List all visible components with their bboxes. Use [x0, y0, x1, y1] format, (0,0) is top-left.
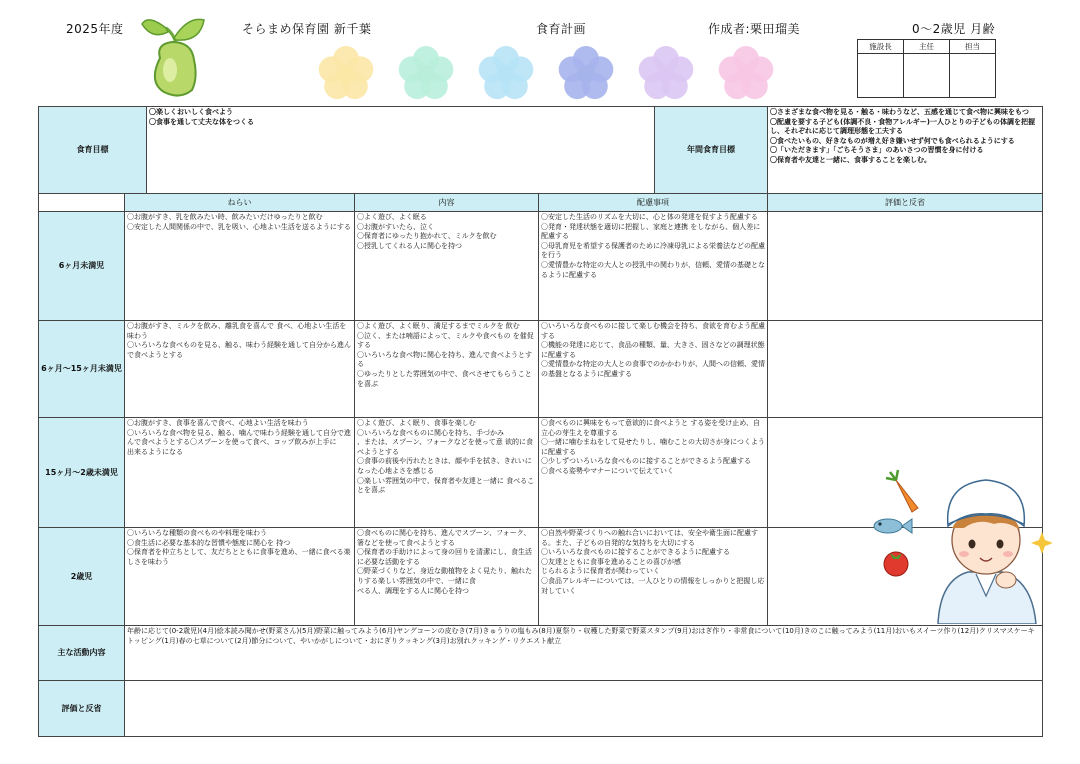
aim-line: 〇いろいろな食べものを見る、触る、味わう経験を通して自分から進んで食べようとする — [127, 341, 351, 359]
signoff-table — [857, 39, 996, 98]
column-header-content: 内容 — [355, 194, 539, 212]
flower-icon — [719, 46, 774, 99]
evaluation-cell[interactable] — [768, 321, 1043, 418]
content-line: 〇泣く、または喃語によって、ミルクや食べもの を催促する — [357, 331, 534, 350]
column-header-care: 配慮事項 — [539, 194, 768, 212]
signoff-label-staff: 担当 — [950, 40, 996, 54]
content-line: べる人、調理をする人に関心を持つ — [357, 586, 469, 595]
content-line: 〇楽しい雰囲気の中で、保育者や友達と一緒に 食べることを喜ぶ — [357, 476, 535, 495]
care-line: 〇自然や野菜づくりへの触れ合いにおいては、安全や衛生面に配慮する。また、子どもの自発的な気持ちを大切にする — [541, 529, 758, 547]
care-line: 〇いろいろな食べものに接することができるように配慮する — [541, 548, 730, 557]
stamp-box-staff[interactable] — [950, 54, 996, 98]
chef-girl-illustration — [856, 462, 1052, 624]
aim-line: 〇食生活に必要な基本的な習慣や態度に関心を 持つ — [127, 538, 291, 547]
flower-icon — [639, 46, 694, 99]
care-line: 〇愛情豊かな特定の大人との食事でのかかわりが、人間への信頼、愛情の基盤となるように配慮する — [541, 360, 765, 378]
aim-line: 〇安定した人間関係の中で、乳を吸い、心地よい生活を送るようにする — [127, 222, 351, 231]
care-cell[interactable] — [539, 528, 768, 626]
aim-line: 〇いろいろな種類の食べものや料理を味わう — [127, 529, 267, 537]
annual-goal-line: 〇「いただきます」「ごちそうさま」のあいさつの習慣を身に付ける — [770, 146, 984, 155]
nursery-name: そらまめ保育園 新千葉 — [242, 22, 372, 36]
care-line: 〇食品アレルギーについては、一人ひとりの情報をしっかりと把握し応対していく — [541, 576, 765, 595]
aim-cell[interactable] — [125, 528, 355, 626]
content-line: 〇よく遊び、よく眠る — [357, 213, 427, 221]
row-label-under-6m: 6ヶ月未満児 — [39, 212, 125, 321]
content-line: 〇よく遊び、よく眠り、食事を楽しむ — [357, 419, 476, 427]
care-cell[interactable] — [539, 418, 768, 528]
stamp-box-director[interactable] — [858, 54, 904, 98]
goal-line: 〇食事を通して丈夫な体をつくる — [149, 117, 254, 126]
food-education-plan-table — [38, 106, 1043, 737]
bean-sprout-icon — [138, 12, 214, 98]
content-line: 〇よく遊び、よく眠り、満足するまでミルクを 飲む — [357, 322, 520, 330]
content-line: 〇保育者の手助けによって身の回りを清潔にし、食生活に必要な活動をする — [357, 548, 532, 566]
food-goal-label: 食育目標 — [39, 107, 147, 194]
fish-icon — [874, 519, 912, 533]
row-label-2y: 2歳児 — [39, 528, 125, 626]
age-range: 0〜2歳児 月齢 — [912, 22, 996, 36]
content-cell[interactable] — [355, 528, 539, 626]
signoff-label-chief: 主任 — [904, 40, 950, 54]
content-cell[interactable] — [355, 418, 539, 528]
overall-evaluation-cell[interactable] — [125, 681, 1043, 737]
content-line: 〇食べものに関心を持ち、進んでスプーン、フォーク、箸などを使って食べようとする — [357, 529, 531, 547]
flower-row-decoration — [312, 42, 792, 106]
care-line: 〇発育・発達状態を適切に把握し、家庭と連携 をしながら、個人差に配慮する — [541, 222, 761, 241]
care-line: 〇友達とともに食事を進めることの喜びが感 — [541, 557, 681, 566]
care-line: 〇機能の発達に応じて、食品の種類、量、大きさ、固さなどの調理状態に配慮する — [541, 341, 765, 359]
content-line: 〇いろいろな食べ物に関心を持ち、進んで食べようとする — [357, 350, 532, 369]
aim-line: 〇いろいろな食べ物を見る、触る、噛んで味わう経験を通して自分で進んで食べようとする〇スプーンを使って食べ、コップ飲みが上手に — [127, 428, 351, 447]
annual-goal-text[interactable] — [768, 107, 1043, 194]
care-line: 〇食べものに興味をもって意欲的に食べようと する姿を受け止め、自立心の芽生えを尊重する — [541, 419, 760, 437]
annual-goal-label: 年間食育目標 — [655, 107, 768, 194]
content-cell[interactable] — [355, 212, 539, 321]
content-line: 〇保育者にゆったり抱かれて、ミルクを飲む — [357, 232, 497, 241]
row-label-15m-2y: 15ヶ月〜2歳未満児 — [39, 418, 125, 528]
care-line: 〇安定した生活のリズムを大切に、心と体の発達を促すよう配慮する — [541, 213, 758, 221]
author-name: 作成者:栗田瑠美 — [708, 22, 801, 36]
care-line: じられるように保育者が関わっていく — [541, 567, 660, 576]
care-line: 〇一緒に噛むまねをして見せたりし、噛むことの大切さが身につくように配慮する — [541, 438, 765, 456]
aim-line: 〇お腹がすき、食事を喜んで食べ、心地よい生活を味わう — [127, 419, 309, 427]
stamp-box-chief[interactable] — [904, 54, 950, 98]
annual-goal-line: 〇食べたいもの、好きなものが増え好き嫌いせず何でも食べられるようにする — [770, 136, 1015, 145]
flower-icon — [319, 46, 374, 99]
overall-evaluation-label: 評価と反省 — [39, 681, 125, 737]
fiscal-year: 2025年度 — [66, 22, 124, 36]
annual-goal-line: 〇配慮を要する子ども(体調不良・食物アレルギー)一人ひとりの子どもの体調を把握し、それぞれに応じて調理形態を工夫する — [770, 117, 1035, 136]
aim-cell[interactable] — [125, 321, 355, 418]
aim-line: 〇保育者を仲立ちとして、友だちとともに食事を進め、一緒に食べる楽しさを味わう — [127, 548, 351, 566]
care-cell[interactable] — [539, 321, 768, 418]
aim-line: 〇お腹がすき、ミルクを飲み、離乳食を喜んで 食べ、心地よい生活を味わう — [127, 322, 347, 340]
food-goal-text[interactable] — [147, 107, 655, 194]
column-header-evaluation: 評価と反省 — [768, 194, 1043, 212]
aim-cell[interactable] — [125, 418, 355, 528]
aim-line: 出来るようになる — [127, 447, 183, 456]
aim-line: 〇お腹がすき、乳を飲みたい時、飲みたいだけゆったりと飲む — [127, 213, 323, 221]
content-line: 〇野菜づくりなど、身近な動植物をよく見たり、触れたりする楽しい雰囲気の中で、一緒に食 — [357, 567, 532, 585]
tomato-icon — [884, 552, 908, 576]
evaluation-cell[interactable] — [768, 212, 1043, 321]
aim-cell[interactable] — [125, 212, 355, 321]
flower-icon — [399, 46, 454, 99]
activities-cell[interactable]: 年齢に応じて(0-2歳児)(4月)絵本読み聞かせ(野菜さん)(5月)野菜に触ってみよう(6月)ヤングコーンの皮むき(7月)きゅうりの塩もみ(8月)夏祭り・収穫した野菜で野菜スタンプ(9月)おはぎ作り・非常食について(10月)きのこに触ってみよう(11月)おいもスイーツ作り(12月)クリスマスケーキトッピング(1月)春の七草について(2月)節分について、やいかがしについて・おにぎりクッキング(3月)お別れクッキング・リクエスト献立 — [125, 626, 1043, 681]
care-line: 〇少しずついろいろな食べものに接することができるよう配慮する — [541, 457, 751, 466]
column-header-aim: ねらい — [125, 194, 355, 212]
annual-goal-line: 〇保育者や友達と一緒に、食事することを楽しむ。 — [770, 155, 932, 164]
content-line: 〇授乳してくれる人に関心を持つ — [357, 241, 462, 250]
care-line: 〇愛情豊かな特定の大人との授乳中の関わりが、信頼、愛情の基礎となるように配慮する — [541, 260, 765, 279]
content-line: 、または、スプーン、フォークなどを使って意 欲的に食べようとする — [357, 438, 533, 456]
document-title: 食育計画 — [536, 22, 587, 36]
care-line: 〇母乳育児を希望する保護者のために冷凍母乳による栄養法などの配慮を行う — [541, 241, 765, 260]
content-line: 〇ゆったりとした雰囲気の中で、食べさせてもらうことを喜ぶ — [357, 369, 532, 388]
content-cell[interactable] — [355, 321, 539, 418]
flower-icon — [559, 46, 614, 99]
content-line: 〇お腹がすいたら、泣く — [357, 222, 434, 231]
column-header-blank — [39, 194, 125, 212]
activities-label: 主な活動内容 — [39, 626, 125, 681]
care-line: 〇食べる姿勢やマナーについて伝えていく — [541, 466, 674, 475]
signoff-label-director: 施設長 — [858, 40, 904, 54]
care-line: 〇いろいろな食べものに接して楽しむ機会を持ち、食欲を育むよう配慮する — [541, 322, 765, 340]
annual-goal-line: 〇さまざまな食べ物を見る・触る・味わうなど、五感を通じて食べ物に興味をもつ — [770, 108, 1030, 116]
content-line: 〇いろいろな食べものに関心を持ち、手づかみ — [357, 428, 504, 437]
goal-line: 〇楽しくおいしく食べよう — [149, 108, 233, 116]
content-line: 〇食事の前後や汚れたときは、顔や手を拭き、きれいになった心地よさを感じる — [357, 457, 532, 475]
care-cell[interactable] — [539, 212, 768, 321]
carrot-icon — [886, 470, 918, 512]
row-label-6-15m: 6ヶ月〜15ヶ月未満児 — [39, 321, 125, 418]
flower-icon — [479, 46, 534, 99]
